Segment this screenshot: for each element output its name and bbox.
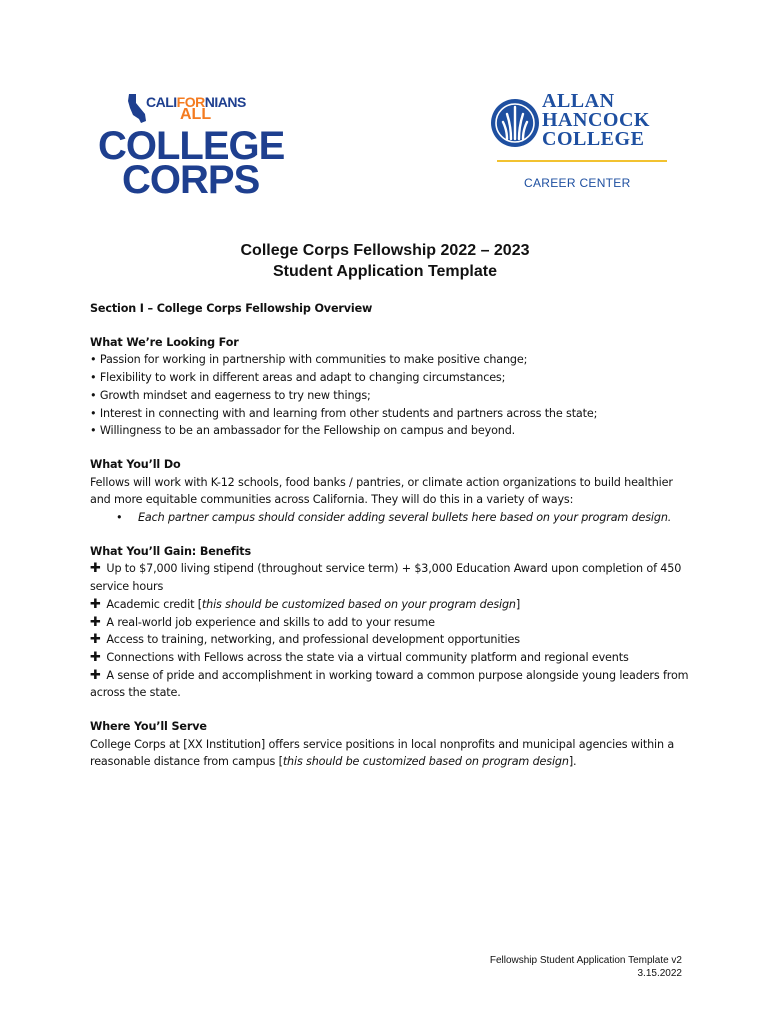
allan-hancock-college-logo — [490, 90, 680, 200]
you-do-bullet-text: Each partner campus should consider adding several bullets here based on your program design. — [138, 511, 672, 525]
plus-icon: ✚ — [90, 614, 101, 630]
document-body — [90, 300, 690, 771]
list-item: • Growth mindset and eagerness to try new things; — [90, 388, 371, 402]
list-item: • Flexibility to work in different areas and adapt to changing circumstances; — [90, 371, 506, 385]
benefit-text: Connections with Fellows across the state via a virtual community platform and regional events — [106, 650, 629, 664]
benefit-item — [90, 560, 690, 595]
benefit-text: Up to $7,000 living stipend (throughout service term) + $3,000 Education Award upon completion of 450 service hours — [90, 562, 682, 594]
benefit-item: ✚ Academic credit [this should be customized based on your program design] — [90, 596, 521, 612]
list-item: • Passion for working in partnership with communities to make positive change; — [90, 353, 528, 367]
you-do-bullet — [90, 509, 690, 527]
californians-for-all-college-corps-logo — [96, 90, 285, 202]
plus-icon: ✚ — [90, 632, 101, 648]
you-do-paragraph: Fellows will work with K-12 schools, food banks / pantries, or climate action organizations to build healthier and more equitable communities across California. They will do this in a variety of ways: — [90, 475, 673, 507]
benefit-item — [90, 614, 690, 632]
document-subtitle: Student Application Template — [272, 263, 497, 280]
plus-icon: ✚ — [90, 561, 101, 577]
serve-heading: Where You’ll Serve — [90, 720, 207, 734]
benefit-text: A sense of pride and accomplishment in working toward a common purpose alongside young leaders from across the state. — [90, 668, 689, 700]
plus-icon: ✚ — [90, 667, 101, 683]
plus-icon: ✚ — [90, 596, 101, 612]
bullet-marker: • — [116, 511, 123, 525]
benefit-item — [90, 631, 690, 649]
logo-corps-text: CORPS — [122, 158, 260, 202]
section-heading: Section I – College Corps Fellowship Overview — [90, 302, 373, 315]
footer-date: 3.15.2022 — [637, 968, 682, 979]
looking-for-heading: What We’re Looking For — [90, 335, 239, 349]
benefit-text: A real-world job experience and skills to add to your resume — [106, 615, 435, 629]
logo-californians-text: CALIFORNIANS — [146, 94, 246, 110]
logo-college-name: ALLAN HANCOCK COLLEGE — [542, 90, 650, 150]
logo-all-text: ALL — [180, 106, 212, 123]
list-item: • Interest in connecting with and learning from other students and partners across the state; — [90, 406, 598, 420]
benefit-text: Access to training, networking, and professional development opportunities — [106, 633, 520, 647]
footer-version: Fellowship Student Application Template v2 — [489, 955, 682, 966]
logo-gold-rule — [497, 160, 667, 162]
benefit-item — [90, 667, 690, 702]
list-item: • Willingness to be an ambassador for the Fellowship on campus and beyond. — [90, 424, 516, 438]
logo-college-text: COLLEGE — [98, 124, 285, 168]
benefit-item — [90, 649, 690, 667]
allan-hancock-seal-icon — [490, 92, 540, 154]
page-footer — [490, 954, 682, 980]
california-state-icon — [126, 94, 148, 124]
serve-paragraph: College Corps at [XX Institution] offers service positions in local nonprofits and municipal agencies within a reasonable distance from campus [this should be customized based on program design]. — [90, 737, 675, 769]
gain-heading: What You’ll Gain: Benefits — [90, 544, 252, 558]
plus-icon: ✚ — [90, 649, 101, 665]
you-do-heading: What You’ll Do — [90, 457, 181, 471]
document-title: College Corps Fellowship 2022 – 2023 — [240, 242, 530, 259]
logo-career-center-text: CAREER CENTER — [524, 176, 631, 190]
